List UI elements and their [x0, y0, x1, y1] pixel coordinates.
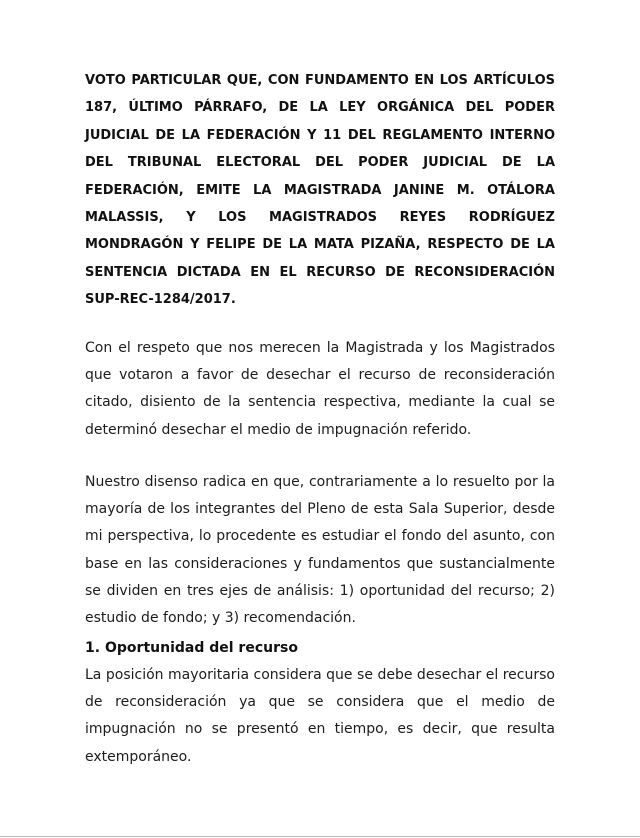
document-heading: VOTO PARTICULAR QUE, CON FUNDAMENTO EN LOS ARTÍCULOS 187, ÚLTIMO PÁRRAFO, DE LA LEY ORGÁNICA DEL PODER JUDICIAL DE LA FEDERACIÓN Y 11 DEL REGLAMENTO INTERNO DEL TRIBUNAL ELECTORAL DEL PODER JUDICIAL DE LA FEDERACIÓN, EMITE LA MAGISTRADA JANINE M. OTÁLORA MALASSIS, Y LOS MAGISTRADOS REYES RODRÍGUEZ MONDRAGÓN Y FELIPE DE LA MATA PIZAÑA, RESPECTO DE LA SENTENCIA DICTADA EN EL RECURSO DE RECONSIDERACIÓN SUP-REC-1284/2017. [85, 73, 555, 308]
paragraph-disenso: Nuestro disenso radica en que, contrariamente a lo resuelto por la mayoría de los integrantes del Pleno de esta Sala Superior, desde mi perspectiva, lo procedente es estudiar el fondo del asunto, con base en las consideraciones y fundamentos que sustancialmente se dividen en tres ejes de análisis: 1) oportunidad del recurso; 2) estudio de fondo; y 3) recomendación. [85, 473, 555, 627]
section-heading-oportunidad [85, 635, 555, 662]
paragraph-posicion-mayoritaria: La posición mayoritaria considera que se debe desechar el recurso de reconsideración ya que se considera que el medio de impugnación no se presentó en tiempo, es decir, que resulta extemporáneo. [85, 666, 555, 765]
paragraph-respeto: Con el respeto que nos merecen la Magistrada y los Magistrados que votaron a favor de desechar el recurso de reconsideración citado, disiento de la sentencia respectiva, mediante la cual se determinó desechar el medio de impugnación referido. [85, 339, 555, 438]
page-bottom-divider [0, 836, 640, 837]
section-number: 1. [85, 639, 101, 656]
section-title: Oportunidad del recurso [105, 639, 298, 656]
document-body [85, 67, 555, 771]
